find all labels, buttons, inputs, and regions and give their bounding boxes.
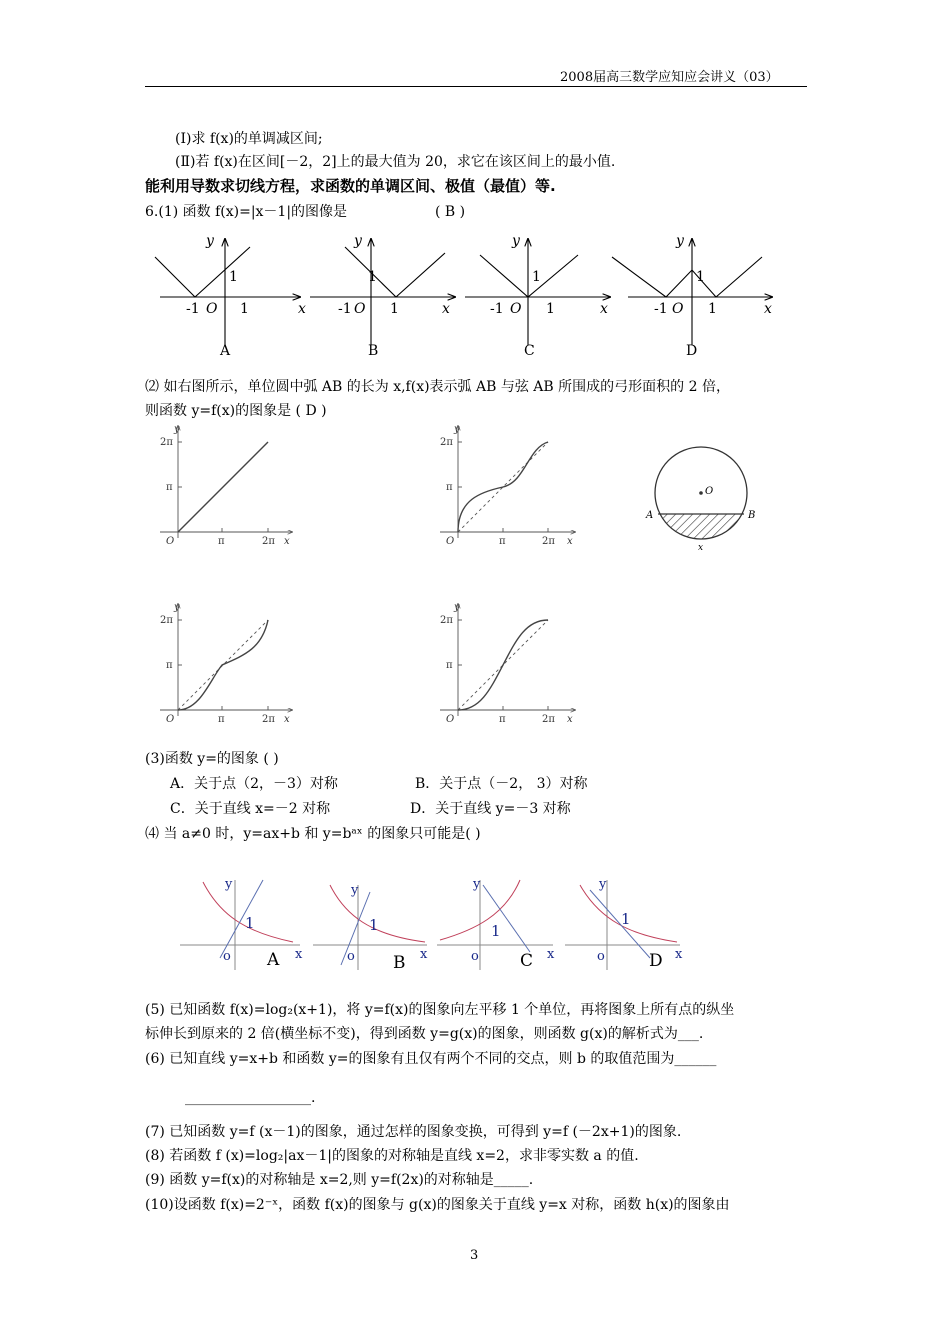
figure-2-arc-area-graphs [150, 420, 790, 730]
page-number: 3 [470, 1248, 479, 1263]
g4-ypi: π [446, 660, 453, 671]
fig3-x-b: x [420, 947, 428, 962]
g4-x2pi: 2π [542, 714, 555, 725]
question-6-2-line2: 则函数 y=f(x)的图象是 ( D ) [145, 403, 327, 419]
fig3-one-d: 1 [621, 910, 631, 928]
fig3-y-c: y [473, 877, 481, 892]
g1-ypi: π [166, 482, 173, 493]
y-label-c: y [512, 233, 520, 249]
fig3-o-a: o [223, 949, 231, 964]
option-3d: D．关于直线 y=－3 对称 [410, 801, 571, 817]
fig3-o-c: o [471, 949, 479, 964]
g2-y2pi: 2π [440, 437, 453, 448]
g3-x2pi: 2π [262, 714, 275, 725]
g2-x: x [567, 536, 573, 547]
g4-y: y [454, 602, 460, 613]
neg1-c: -1 [490, 301, 504, 317]
label-c: C [524, 343, 535, 359]
point-b-label: B [748, 510, 756, 521]
option-3b: B．关于点（－2， 3）对称 [415, 776, 588, 792]
one-x-d: 1 [708, 301, 717, 317]
question-6-5-line2: 标伸长到原来的 2 倍(横坐标不变)，得到函数 y=g(x)的图象，则函数 g(x)的解析式为___. [145, 1026, 704, 1042]
fig3-y-a: y [225, 877, 233, 892]
one-x-c: 1 [546, 301, 555, 317]
g1-xpi: π [218, 536, 225, 547]
g2-xpi: π [499, 536, 506, 547]
fig3-label-d: D [649, 951, 663, 971]
graph-arc-1 [160, 426, 292, 538]
text-line-1: (Ⅰ)求 f(x)的单调减区间; [175, 131, 323, 147]
g3-xpi: π [218, 714, 225, 725]
graph-c [465, 239, 610, 345]
graph-arc-4 [440, 604, 575, 716]
g1-y: y [174, 424, 180, 435]
g3-ypi: π [166, 660, 173, 671]
one-y-a: 1 [229, 269, 238, 285]
origin-d: O [672, 301, 684, 317]
origin-b: O [354, 301, 366, 317]
question-6-4: ⑷ 当 a≠0 时，y=ax+b 和 y=bᵃˣ 的图象只可能是( ) [145, 826, 481, 842]
g3-o: O [166, 714, 175, 725]
x-label-a: x [298, 301, 306, 317]
fig3-label-b: B [393, 953, 406, 973]
one-x-b: 1 [390, 301, 399, 317]
question-6-10: (10)设函数 f(x)=2⁻ˣ，函数 f(x)的图象与 g(x)的图象关于直线 y=x 对称，函数 h(x)的图象由 [145, 1197, 730, 1213]
fig3-y-d: y [599, 877, 607, 892]
question-6-8: (8) 若函数 f (x)=log₂|ax－1|的图象的对称轴是直线 x=2，求非零实数 a 的值. [145, 1148, 639, 1164]
graph-d [612, 239, 772, 345]
g1-x2pi: 2π [262, 536, 275, 547]
fig3-o-d: o [597, 949, 605, 964]
question-6-2-line1: ⑵ 如右图所示，单位圆中弧 AB 的长为 x,f(x)表示弧 AB 与弦 AB 所围成的弓形面积的 2 倍， [145, 379, 730, 395]
origin-c: O [510, 301, 522, 317]
g3-y2pi: 2π [160, 615, 173, 626]
neg1-b: -1 [338, 301, 352, 317]
point-a-label: A [646, 510, 654, 521]
fig3-y-b: y [351, 883, 359, 898]
fig3-o-b: o [347, 949, 355, 964]
g3-y: y [174, 602, 180, 613]
unit-circle-figure [645, 447, 760, 554]
option-3a: A．关于点（2，－3）对称 [170, 776, 338, 792]
question-6-5-line1: (5) 已知函数 f(x)=log₂(x+1)，将 y=f(x)的图象向左平移 1 个单位，再将图象上所有点的纵坐 [145, 1002, 735, 1018]
section-heading: 能利用导数求切线方程，求函数的单调区间、极值（最值）等. [145, 177, 556, 195]
y-label-a: y [206, 233, 214, 249]
question-6-1-answer: ( B ) [435, 204, 466, 220]
y-label-b: y [354, 233, 362, 249]
x-label-d: x [764, 301, 772, 317]
one-y-c: 1 [532, 269, 541, 285]
fig3-x-d: x [675, 947, 683, 962]
g4-x: x [567, 714, 573, 725]
fig3-label-c: C [520, 951, 534, 971]
g1-y2pi: 2π [160, 437, 173, 448]
fig3-one-a: 1 [245, 914, 255, 932]
g2-o: O [446, 536, 455, 547]
fig3-x-a: x [295, 947, 303, 962]
neg1-d: -1 [654, 301, 668, 317]
graph-b [310, 239, 455, 345]
g2-y: y [454, 424, 460, 435]
graph-arc-2 [440, 426, 575, 538]
g3-x: x [284, 714, 290, 725]
page-header: 2008届高三数学应知应会讲义（03） [560, 70, 779, 85]
figure-3-line-exp-graphs [175, 870, 695, 975]
question-6-7: (7) 已知函数 y=f (x－1)的图象，通过怎样的图象变换，可得到 y=f (－2x+1)的图象. [145, 1124, 682, 1140]
question-6-6-line2: __________________. [185, 1090, 316, 1106]
g4-xpi: π [499, 714, 506, 725]
g1-x: x [284, 536, 290, 547]
g4-y2pi: 2π [440, 615, 453, 626]
arc-x-label: x [698, 543, 704, 553]
g2-x2pi: 2π [542, 536, 555, 547]
graph-arc-3 [160, 604, 292, 716]
option-3c: C．关于直线 x=－2 对称 [170, 801, 331, 817]
question-6-3: (3)函数 y=的图象 ( ) [145, 751, 279, 767]
g2-ypi: π [446, 482, 453, 493]
one-x-a: 1 [240, 301, 249, 317]
question-6-6-line1: (6) 已知直线 y=x+b 和函数 y=的图象有且仅有两个不同的交点，则 b 的取值范围为______ [145, 1051, 717, 1067]
fig3-one-b: 1 [369, 916, 379, 934]
figure-1-abs-graphs [150, 225, 790, 365]
g1-o: O [166, 536, 175, 547]
graph-a [155, 239, 300, 345]
neg1-a: -1 [186, 301, 200, 317]
one-y-b: 1 [368, 269, 377, 285]
graph-lin-exp-a [180, 880, 300, 970]
x-label-b: x [442, 301, 450, 317]
fig3-label-a: A [267, 950, 280, 970]
y-label-d: y [676, 233, 684, 249]
label-b: B [368, 343, 379, 359]
one-y-d: 1 [696, 269, 705, 285]
fig3-one-c: 1 [491, 922, 501, 940]
question-6-1: 6.(1) 函数 f(x)=|x－1|的图像是 [145, 204, 348, 220]
question-6-9: (9) 函数 y=f(x)的对称轴是 x=2,则 y=f(2x)的对称轴是_____. [145, 1172, 534, 1188]
circle-center-label: O [705, 486, 714, 497]
x-label-c: x [600, 301, 608, 317]
label-a: A [220, 343, 231, 359]
header-rule [145, 86, 807, 87]
origin-a: O [206, 301, 218, 317]
label-d: D [686, 343, 698, 359]
fig3-x-c: x [547, 947, 555, 962]
g4-o: O [446, 714, 455, 725]
text-line-2: (Ⅱ)若 f(x)在区间[－2，2]上的最大值为 20，求它在该区间上的最小值. [175, 154, 616, 170]
